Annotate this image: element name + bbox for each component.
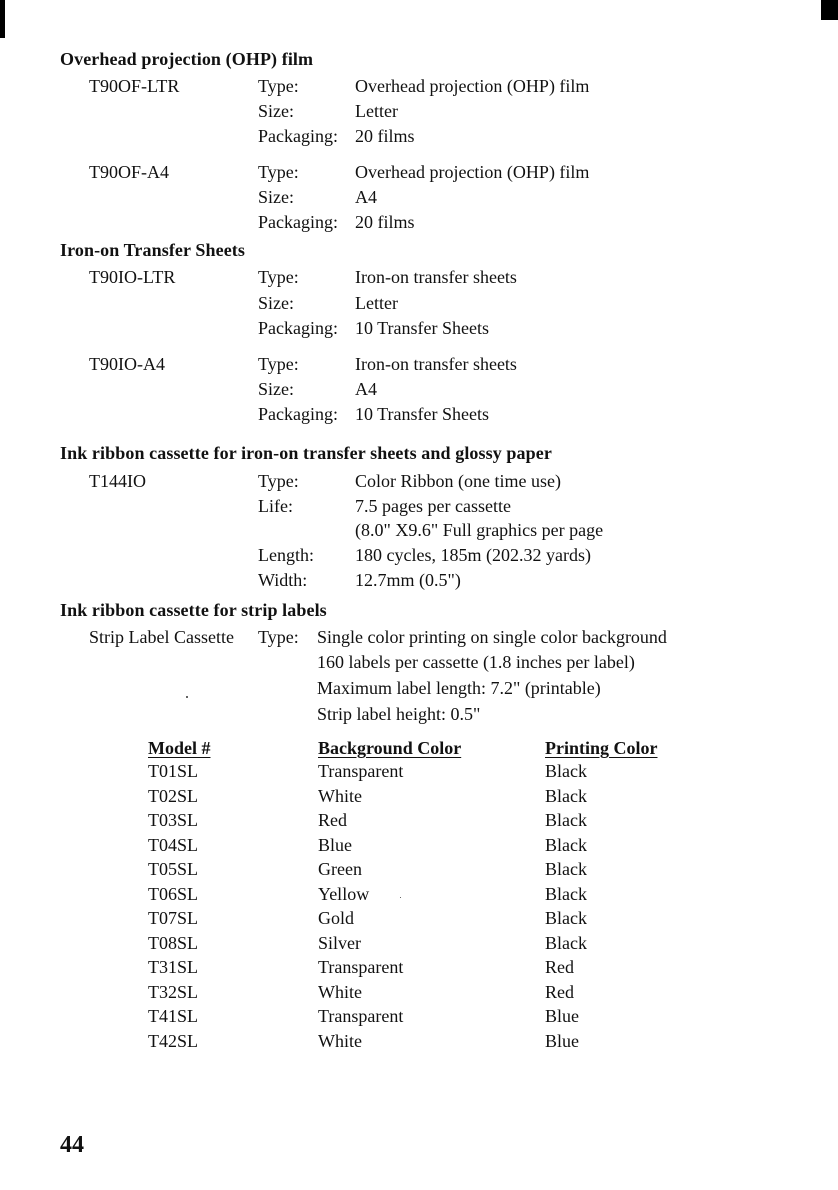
section-heading-iron-on-transfer: Iron-on Transfer Sheets	[60, 240, 245, 260]
table-cell-background-color: White	[318, 981, 362, 1002]
spec-value: Letter	[355, 101, 398, 121]
table-cell-model: T42SL	[148, 1030, 199, 1051]
table-cell-model: T04SL	[148, 834, 199, 855]
table-cell-model: T01SL	[148, 761, 199, 781]
table-cell-printing-color: Black	[545, 761, 587, 781]
spec-label: Type:	[258, 76, 299, 96]
section-heading-ink-ribbon-iron-on: Ink ribbon cassette for iron-on transfer sheets and glossy paper	[60, 443, 552, 463]
model-number: T90IO-LTR	[89, 267, 176, 287]
scan-speck	[400, 897, 401, 898]
spec-label: Type:	[258, 627, 299, 647]
model-number: T144IO	[89, 471, 146, 491]
spec-value: Iron-on transfer sheets	[355, 267, 517, 287]
table-cell-printing-color: Blue	[545, 1006, 579, 1026]
spec-label: Packaging:	[258, 212, 338, 232]
section-heading-ohp-film: Overhead projection (OHP) film	[60, 49, 314, 69]
spec-value: 7.5 pages per cassette	[355, 496, 511, 516]
spec-label: Type:	[258, 162, 299, 182]
scan-speck	[186, 696, 188, 698]
table-cell-model: T05SL	[148, 859, 199, 879]
model-number: T90OF-LTR	[89, 76, 180, 96]
table-cell-background-color: Green	[318, 859, 362, 879]
spec-value: A4	[355, 187, 377, 207]
spec-label: Packaging:	[258, 126, 338, 146]
spec-label: Length:	[258, 545, 314, 565]
page-number: 44	[60, 1132, 84, 1158]
spec-label: Type:	[258, 471, 299, 491]
table-cell-model: T41SL	[148, 1006, 199, 1026]
spec-value: 10 Transfer Sheets	[355, 404, 489, 424]
spec-value: Strip label height: 0.5"	[317, 704, 481, 724]
table-cell-printing-color: Black	[545, 810, 587, 830]
spec-value: Overhead projection (OHP) film	[355, 162, 590, 182]
table-header-printing-color: Printing Color	[545, 738, 658, 758]
table-cell-printing-color: Black	[545, 883, 587, 904]
table-header-background-color: Background Color	[318, 738, 462, 758]
table-cell-model: T06SL	[148, 883, 199, 904]
table-cell-printing-color: Black	[545, 859, 587, 879]
spec-value: 20 films	[355, 126, 415, 146]
table-cell-model: T32SL	[148, 981, 199, 1002]
table-cell-background-color: White	[318, 1030, 362, 1051]
model-number: T90OF-A4	[89, 162, 169, 182]
spec-value: Iron-on transfer sheets	[355, 354, 517, 374]
model-number: T90IO-A4	[89, 354, 165, 374]
spec-value: 10 Transfer Sheets	[355, 318, 489, 338]
spec-label: Life:	[258, 496, 293, 516]
scan-edge-mark-left	[0, 0, 5, 38]
spec-value: 180 cycles, 185m (202.32 yards)	[355, 545, 591, 565]
spec-label: Width:	[258, 570, 308, 590]
spec-label: Size:	[258, 379, 294, 399]
spec-value: A4	[355, 379, 377, 399]
table-cell-background-color: Blue	[318, 834, 352, 855]
spec-value: Single color printing on single color background	[317, 627, 667, 647]
spec-value: Maximum label length: 7.2" (printable)	[317, 678, 601, 698]
table-cell-model: T02SL	[148, 785, 199, 806]
spec-label: Packaging:	[258, 318, 338, 338]
spec-label: Size:	[258, 101, 294, 121]
spec-label: Type:	[258, 354, 299, 374]
table-cell-background-color: Yellow	[318, 883, 370, 904]
spec-value: 160 labels per cassette (1.8 inches per label)	[317, 652, 635, 672]
table-cell-printing-color: Blue	[545, 1030, 579, 1051]
table-cell-printing-color: Black	[545, 785, 587, 806]
spec-label: Type:	[258, 267, 299, 287]
spec-label: Size:	[258, 187, 294, 207]
table-cell-printing-color: Black	[545, 932, 587, 953]
table-cell-printing-color: Black	[545, 834, 587, 855]
table-cell-background-color: Transparent	[318, 761, 404, 781]
table-cell-model: T31SL	[148, 957, 199, 977]
spec-label: Size:	[258, 293, 294, 313]
table-cell-background-color: Silver	[318, 932, 361, 953]
table-header-model: Model #	[148, 738, 211, 758]
table-cell-model: T07SL	[148, 908, 199, 928]
table-cell-background-color: Transparent	[318, 957, 404, 977]
table-cell-background-color: Red	[318, 810, 347, 830]
spec-value: 20 films	[355, 212, 415, 232]
spec-label: Packaging:	[258, 404, 338, 424]
table-cell-background-color: Gold	[318, 908, 354, 928]
spec-value: 12.7mm (0.5")	[355, 570, 461, 590]
table-cell-model: T03SL	[148, 810, 199, 830]
table-cell-printing-color: Red	[545, 981, 574, 1002]
scan-edge-mark-right	[821, 0, 838, 20]
spec-value: (8.0" X9.6" Full graphics per page	[355, 520, 604, 540]
table-cell-background-color: White	[318, 785, 362, 806]
spec-value: Color Ribbon (one time use)	[355, 471, 561, 491]
table-cell-printing-color: Red	[545, 957, 574, 977]
spec-value: Letter	[355, 293, 398, 313]
table-cell-background-color: Transparent	[318, 1006, 404, 1026]
table-cell-printing-color: Black	[545, 908, 587, 928]
spec-value: Overhead projection (OHP) film	[355, 76, 590, 96]
section-heading-strip-labels: Ink ribbon cassette for strip labels	[60, 600, 327, 620]
model-number: Strip Label Cassette	[89, 627, 234, 647]
table-cell-model: T08SL	[148, 932, 199, 953]
